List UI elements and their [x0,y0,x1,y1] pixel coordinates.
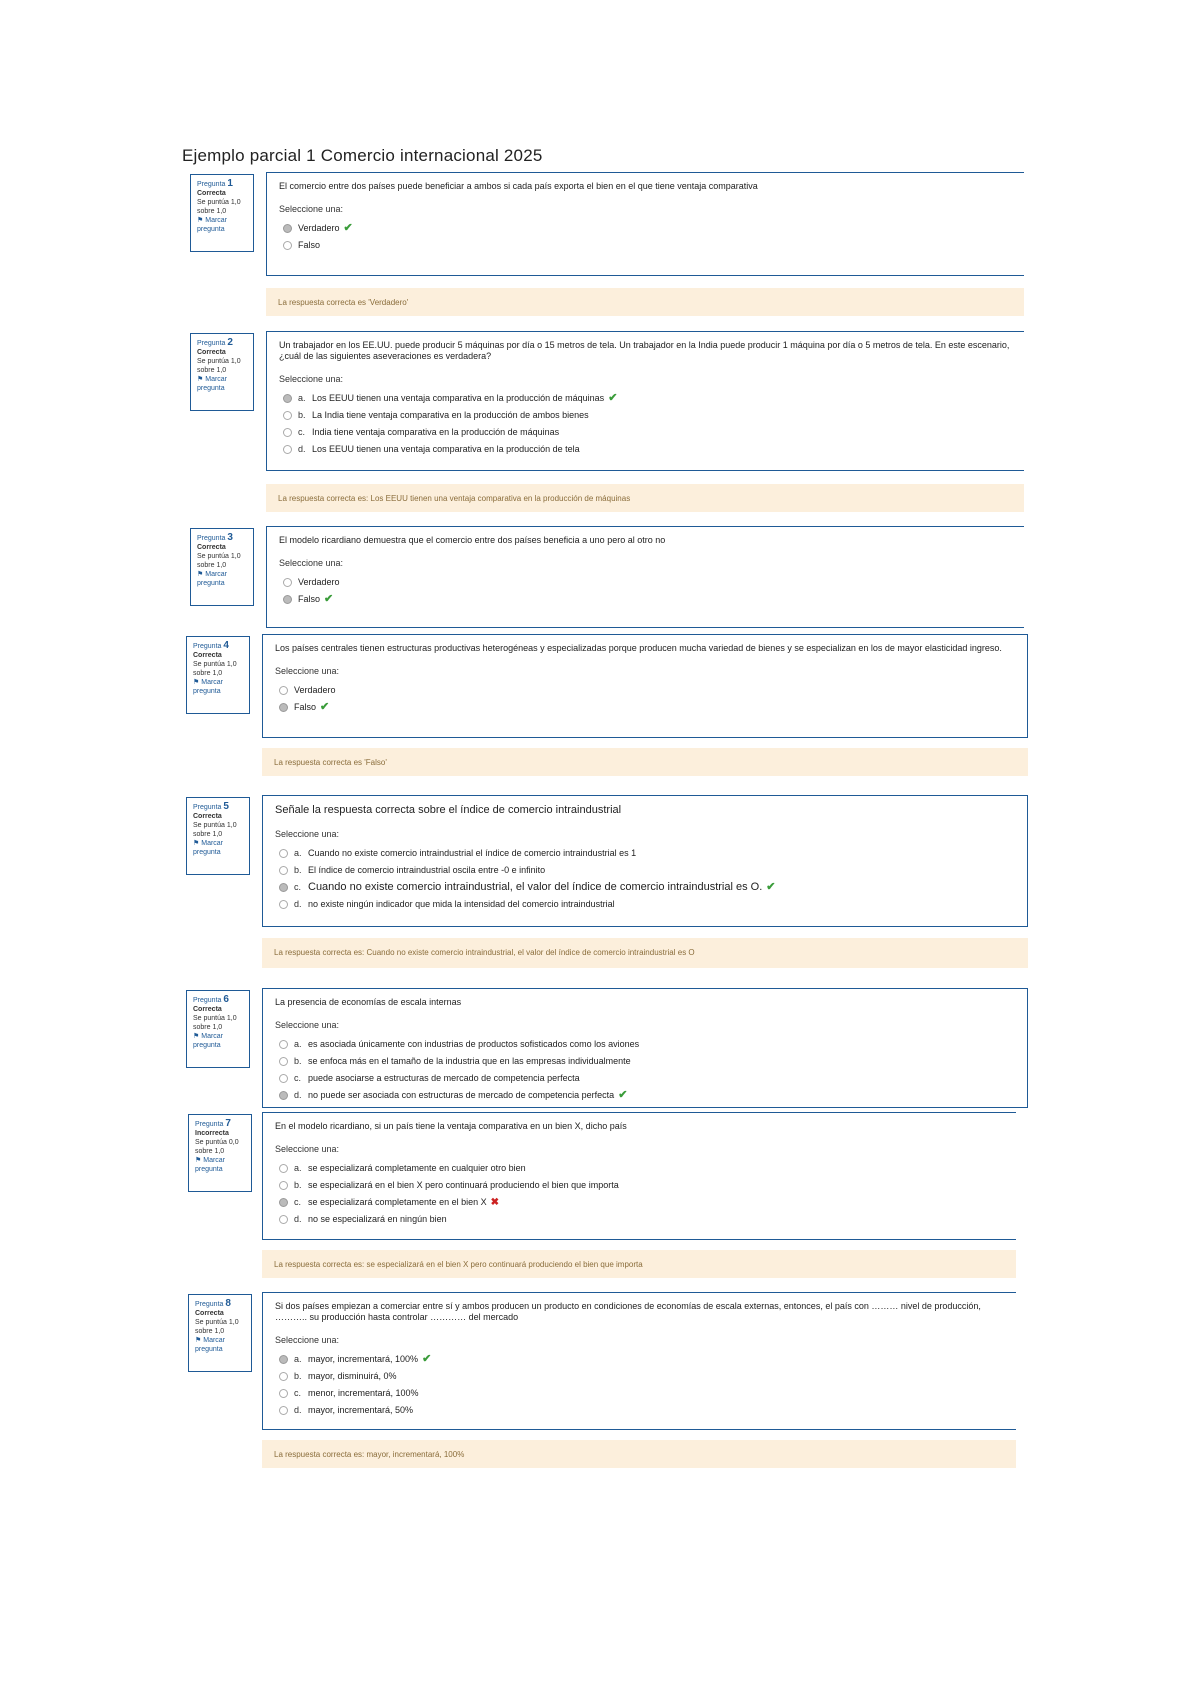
radio-button[interactable] [283,578,292,587]
option-label: se especializará en el bien X pero continuará produciendo el bien que importa [308,1180,619,1190]
question-info [190,174,254,252]
flag-question-label: Marcar pregunta [193,1033,224,1049]
option-label: Cuando no existe comercio intraindustrial, el valor del índice de comercio intraindustrial es O. [308,881,763,893]
question-box [266,526,1024,628]
radio-button[interactable] [283,224,292,233]
flag-question-link[interactable] [197,570,247,588]
answer-option[interactable] [279,685,1015,696]
radio-button[interactable] [279,1389,288,1398]
question-info [188,1294,252,1372]
question-number-value: 6 [223,994,229,1005]
flag-icon: ⚑ [195,1157,204,1164]
option-letter: c. [294,882,302,892]
option-label: no existe ningún indicador que mida la intensidad del comercio intraindustrial [308,899,615,909]
answer-option[interactable] [279,1371,1004,1382]
question-info [186,990,250,1068]
question-label: Pregunta [197,535,226,542]
select-one-prompt: Seleccione una: [275,666,340,676]
option-letter: b. [294,1180,302,1190]
question-number [195,1299,245,1309]
correct-check-icon: ✔ [766,881,776,893]
radio-button[interactable] [279,686,288,695]
option-letter: a. [294,1039,302,1049]
correct-check-icon: ✔ [422,1353,432,1365]
answer-option[interactable] [279,1405,1004,1416]
radio-button[interactable] [279,1091,288,1100]
question-label: Pregunta [197,181,226,188]
flag-question-label: Marcar pregunta [195,1337,226,1353]
flag-question-link[interactable] [195,1156,245,1174]
option-label: menor, incrementará, 100% [308,1388,419,1398]
question-number [195,1119,245,1129]
question-number [197,533,247,543]
question-number-value: 4 [223,640,229,651]
question-number-value: 7 [225,1118,231,1129]
question-info [186,636,250,714]
answer-option[interactable] [283,240,1012,251]
option-label: Verdadero [298,577,340,587]
option-letter: c. [294,1388,302,1398]
correct-check-icon: ✔ [608,392,618,404]
option-letter: a. [294,1163,302,1173]
question-text: En el modelo ricardiano, si un país tiene la ventaja comparativa en un bien X, dicho país [275,1121,627,1131]
option-letter: c. [294,1073,302,1083]
option-label: se especializará completamente en cualquier otro bien [308,1163,526,1173]
answer-option[interactable] [279,1180,1004,1191]
select-one-prompt: Seleccione una: [275,1335,340,1345]
question-number [193,641,243,651]
feedback-correct-answer: La respuesta correcta es: Cuando no existe comercio intraindustrial, el valor del índice de comercio intraindustrial es O [262,938,1028,968]
option-letter: b. [294,1056,302,1066]
question-score: Se puntúa 1,0 sobre 1,0 [197,553,241,569]
answer-option[interactable] [279,899,1015,910]
answer-option[interactable] [283,594,1012,605]
feedback-correct-answer: La respuesta correcta es: mayor, incrementará, 100% [262,1440,1016,1468]
question-number-value: 3 [227,532,233,543]
question-score: Se puntúa 1,0 sobre 1,0 [193,1015,237,1031]
question-info [188,1114,252,1192]
question-label: Pregunta [193,804,222,811]
radio-button[interactable] [279,1074,288,1083]
question-number-value: 2 [227,337,233,348]
radio-button[interactable] [279,1040,288,1049]
radio-button[interactable] [279,900,288,909]
radio-button[interactable] [279,866,288,875]
radio-button[interactable] [283,445,292,454]
answer-option[interactable] [283,427,1012,438]
feedback-correct-answer: La respuesta correcta es 'Falso' [262,748,1028,776]
question-text: La presencia de economías de escala internas [275,997,462,1007]
flag-icon: ⚑ [197,571,206,578]
option-letter: a. [298,393,306,403]
radio-button[interactable] [279,1057,288,1066]
answer-option[interactable] [283,223,1012,234]
radio-button[interactable] [283,241,292,250]
flag-question-label: Marcar pregunta [197,571,228,587]
question-score: Se puntúa 0,0 sobre 1,0 [195,1139,239,1155]
option-letter: a. [294,848,302,858]
question-box [262,634,1028,738]
radio-button[interactable] [283,411,292,420]
correct-check-icon: ✔ [324,593,334,605]
question-text: Si dos países empiezan a comerciar entre sí y ambos producen un producto en condiciones de economías de escala externas, entonces, el país con ……… nivel de producción, ……….. su producción hasta controlar ………… del mercado [275,1301,981,1322]
radio-button[interactable] [279,1215,288,1224]
question-score: Se puntúa 1,0 sobre 1,0 [195,1319,239,1335]
flag-question-label: Marcar pregunta [197,376,228,392]
option-label: India tiene ventaja comparativa en la producción de máquinas [312,427,560,437]
select-one-prompt: Seleccione una: [279,558,344,568]
select-one-prompt: Seleccione una: [279,204,344,214]
question-state: Correcta [193,813,222,820]
question-state: Correcta [197,544,226,551]
radio-button[interactable] [279,1406,288,1415]
flag-question-label: Marcar pregunta [195,1157,226,1173]
flag-icon: ⚑ [197,376,206,383]
option-label: Falso [298,594,321,604]
option-label: Cuando no existe comercio intraindustrial el índice de comercio intraindustrial es 1 [308,848,637,858]
feedback-correct-answer: La respuesta correcta es: se especializará en el bien X pero continuará produciendo el bien que importa [262,1250,1016,1278]
question-state: Correcta [197,190,226,197]
flag-question-link[interactable] [197,375,247,393]
correct-check-icon: ✔ [618,1089,628,1101]
answer-option[interactable] [279,1354,1004,1365]
answer-option[interactable] [279,702,1015,713]
answer-option[interactable] [279,1090,1015,1101]
option-letter: d. [298,444,306,454]
question-score: Se puntúa 1,0 sobre 1,0 [197,358,241,374]
question-box [262,1292,1016,1430]
radio-button[interactable] [279,703,288,712]
radio-button[interactable] [279,1198,288,1207]
option-label: Los EEUU tienen una ventaja comparativa en la producción de máquinas [312,393,605,403]
answer-option[interactable] [279,882,1015,893]
flag-question-link[interactable] [197,216,247,234]
flag-question-link[interactable] [193,839,243,857]
question-number [197,179,247,189]
option-letter: b. [298,410,306,420]
question-score: Se puntúa 1,0 sobre 1,0 [197,199,241,215]
answer-option[interactable] [279,1197,1004,1208]
option-letter: d. [294,1090,302,1100]
question-state: Correcta [195,1310,224,1317]
question-text: Los países centrales tienen estructuras productivas heterogéneas y especializadas porque producen mucha variedad de bienes y se especializan en los de mayor elasticidad ingreso. [275,643,1002,653]
option-letter: d. [294,899,302,909]
correct-check-icon: ✔ [320,701,330,713]
correct-check-icon: ✔ [343,222,353,234]
option-label: puede asociarse a estructuras de mercado de competencia perfecta [308,1073,580,1083]
question-number [193,802,243,812]
feedback-correct-answer: La respuesta correcta es: Los EEUU tienen una ventaja comparativa en la producción de máquinas [266,484,1024,512]
answer-option[interactable] [283,393,1012,404]
option-label: Verdadero [298,223,340,233]
question-state: Correcta [193,1006,222,1013]
question-text: El comercio entre dos países puede beneficiar a ambos si cada país exporta el bien en el que tiene ventaja comparativa [279,181,758,191]
question-box [262,795,1028,927]
question-number-value: 5 [223,801,229,812]
option-label: mayor, incrementará, 100% [308,1354,419,1364]
question-box [266,172,1024,276]
select-one-prompt: Seleccione una: [275,829,340,839]
radio-button[interactable] [283,394,292,403]
question-label: Pregunta [193,997,222,1004]
question-box [266,331,1024,471]
option-label: no puede ser asociada con estructuras de mercado de competencia perfecta [308,1090,615,1100]
option-label: mayor, disminuirá, 0% [308,1371,397,1381]
select-one-prompt: Seleccione una: [275,1020,340,1030]
option-letter: b. [294,1371,302,1381]
option-letter: d. [294,1214,302,1224]
question-number [193,995,243,1005]
answer-option[interactable] [279,865,1015,876]
answer-option[interactable] [283,444,1012,455]
option-label: se especializará completamente en el bien X [308,1197,487,1207]
question-info [186,797,250,875]
option-label: Verdadero [294,685,336,695]
question-label: Pregunta [195,1301,224,1308]
answer-option[interactable] [279,1214,1004,1225]
question-label: Pregunta [197,340,226,347]
question-info [190,333,254,411]
question-number-value: 1 [227,178,233,189]
radio-button[interactable] [279,1355,288,1364]
question-score: Se puntúa 1,0 sobre 1,0 [193,661,237,677]
answer-option[interactable] [279,1056,1015,1067]
flag-question-link[interactable] [193,1032,243,1050]
option-letter: a. [294,1354,302,1364]
question-box [262,988,1028,1108]
feedback-correct-answer: La respuesta correcta es 'Verdadero' [266,288,1024,316]
question-box [262,1112,1016,1240]
answer-option[interactable] [279,1163,1004,1174]
question-state: Correcta [193,652,222,659]
radio-button[interactable] [279,1372,288,1381]
document-title: Ejemplo parcial 1 Comercio internacional 2025 [182,146,543,165]
flag-question-link[interactable] [193,678,243,696]
radio-button[interactable] [283,428,292,437]
option-letter: b. [294,865,302,875]
question-label: Pregunta [193,643,222,650]
flag-icon: ⚑ [193,840,202,847]
radio-button[interactable] [279,1181,288,1190]
option-letter: c. [294,1197,302,1207]
radio-button[interactable] [279,849,288,858]
select-one-prompt: Seleccione una: [279,374,344,384]
flag-icon: ⚑ [197,217,206,224]
question-score: Se puntúa 1,0 sobre 1,0 [193,822,237,838]
option-label: Falso [294,702,317,712]
radio-button[interactable] [279,883,288,892]
answer-option[interactable] [283,410,1012,421]
option-label: es asociada únicamente con industrias de productos sofisticados como los aviones [308,1039,640,1049]
question-state: Incorrecta [195,1130,229,1137]
option-label: no se especializará en ningún bien [308,1214,447,1224]
question-number-value: 8 [225,1298,231,1309]
question-label: Pregunta [195,1121,224,1128]
radio-button[interactable] [279,1164,288,1173]
answer-option[interactable] [283,577,1012,588]
flag-icon: ⚑ [193,1033,202,1040]
flag-question-label: Marcar pregunta [193,840,224,856]
flag-icon: ⚑ [193,679,202,686]
select-one-prompt: Seleccione una: [275,1144,340,1154]
option-label: Falso [298,240,321,250]
option-label: mayor, incrementará, 50% [308,1405,414,1415]
option-letter: d. [294,1405,302,1415]
flag-question-link[interactable] [195,1336,245,1354]
question-text: Un trabajador en los EE.UU. puede producir 5 máquinas por día o 15 metros de tela. Un trabajador en la India puede producir 1 máquina por día o 5 metros de tela. En este escenario, ¿cuál de las siguientes aseveraciones es verdadera? [279,340,1010,361]
option-label: Los EEUU tienen una ventaja comparativa en la producción de tela [312,444,580,454]
answer-option[interactable] [279,848,1015,859]
answer-option[interactable] [279,1388,1004,1399]
flag-question-label: Marcar pregunta [197,217,228,233]
answer-option[interactable] [279,1073,1015,1084]
answer-option[interactable] [279,1039,1015,1050]
question-state: Correcta [197,349,226,356]
option-letter: c. [298,427,306,437]
question-text: Señale la respuesta correcta sobre el índice de comercio intraindustrial [275,804,622,816]
option-label: se enfoca más en el tamaño de la industria que en las empresas individualmente [308,1056,631,1066]
question-text: El modelo ricardiano demuestra que el comercio entre dos países beneficia a uno pero al otro no [279,535,666,545]
flag-question-label: Marcar pregunta [193,679,224,695]
option-label: La India tiene ventaja comparativa en la producción de ambos bienes [312,410,589,420]
question-info [190,528,254,606]
question-number [197,338,247,348]
incorrect-cross-icon: ✖ [490,1197,499,1208]
flag-icon: ⚑ [195,1337,204,1344]
radio-button[interactable] [283,595,292,604]
option-label: El índice de comercio intraindustrial oscila entre -0 e infinito [308,865,546,875]
